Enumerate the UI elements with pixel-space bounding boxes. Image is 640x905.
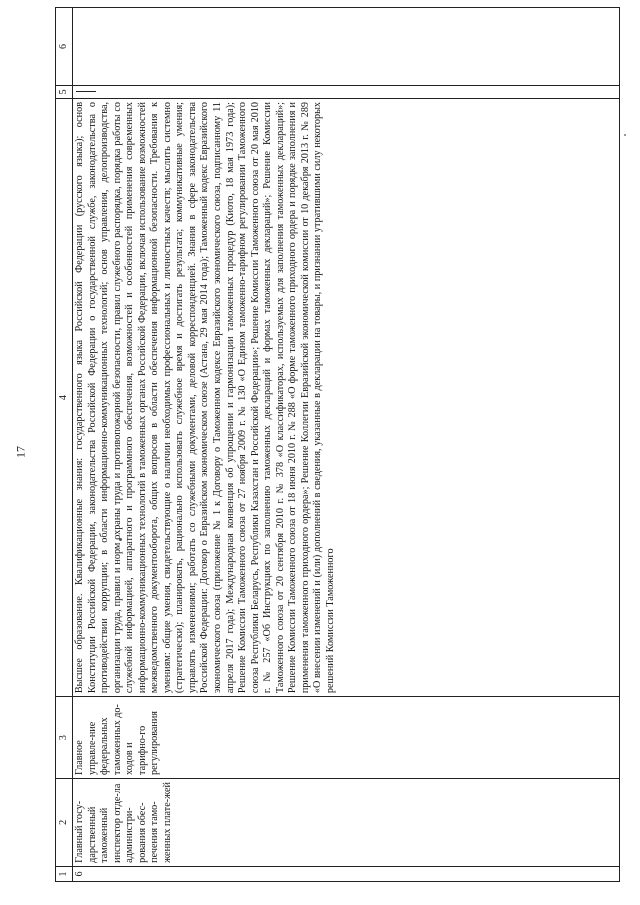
department-name: Главное управле-ние федеральных таможенных до-ходов и тарифно-го регулирования [73,697,620,779]
col5-mark [76,91,96,92]
header-col-2: 2 [56,778,73,866]
row-number: 6 [73,866,620,881]
position-title: Главный госу-дарственный таможенный инспектор отде-ла администри-рования обес-печения тамо-женных плате-жей [73,778,620,866]
table-header-row [56,8,73,882]
header-col-3: 3 [56,697,73,779]
page-number [14,432,28,472]
header-col-6: 6 [56,8,73,86]
scan-speck [624,134,626,136]
page-number-text: 17 [13,446,28,458]
header-col-5: 5 [56,85,73,98]
col5-cell [73,85,620,98]
qualification-table [55,7,620,882]
col6-cell [73,8,620,86]
qualification-requirements: Высшее образование. Квалификационные знания: государственного языка Российской Федерации (русского языка); основ Конституции Российской Федерации, законодательства Российской Федерации о государственной службе, законодательства о противодействии коррупции; в области информационно-коммуникационных технологий; основ управления, делопроизводства, организации труда, правил и норм охраны труда и противопожарной безопасности, правил служебного распорядка, порядка работы со служебной информацией, аппаратного и программного обеспечения, возможностей и особенностей применения современных информационно-коммуникационных технологий в таможенных органах Российской Федерации, включая использование возможностей межведомственного документооборота, общих вопросов в области обеспечения информационной безопасности. Требования к умениям: общие умения, свидетельствующие о наличии необходимых профессиональных и личностных качеств; мыслить системно (стратегически); планировать, рационально использовать служебное время и достигать результата; коммуникативные умения; управлять изменениями; работать со служебными документами, деловой корреспонденцией. Знания в сфере законодательства Российской Федерации: Договор о Евразийском экономическом союзе (Астана, 29 мая 2014 года); Таможенный кодекс Евразийского экономического союза (приложение № 1 к Договору о Таможенном кодексе Евразийского экономического союза, подписанному 11 апреля 2017 года); Международная конвенция об упрощении и гармонизации таможенных процедур (Киото, 18 мая 1973 года); Решение Комиссии Таможенного союза от 27 ноября 2009 г. № 130 «О Едином таможенно-тарифном регулировании Таможенного союза Республики Беларусь, Республики Казахстан и Российской Федерации»; Решение Комиссии Таможенного союза от 20 мая 2010 г. № 257 «Об Инструкциях по заполнению таможенных деклараций и формах таможенных деклараций»; Решение Комиссии Таможенного союза от 20 сентября 2010 г. № 378 «О классификаторах, используемых для заполнения таможенных деклараций»; Решение Комиссии Таможенного союза от 18 июня 2010 г. № 288 «О форме таможенного приходного ордера и порядке заполнения и применения таможенного приходного ордера»; Решение Коллегии Евразийской экономической комиссии от 10 декабря 2013 г. № 289 «О внесении изменений и (или) дополнений в сведения, указанные в декларации на товары, и признании утратившими силу некоторых решений Комиссии Таможенного [73,98,620,696]
table-row [73,8,620,882]
header-col-4: 4 [56,98,73,696]
header-col-1: 1 [56,866,73,881]
rotated-table-container [55,7,620,882]
